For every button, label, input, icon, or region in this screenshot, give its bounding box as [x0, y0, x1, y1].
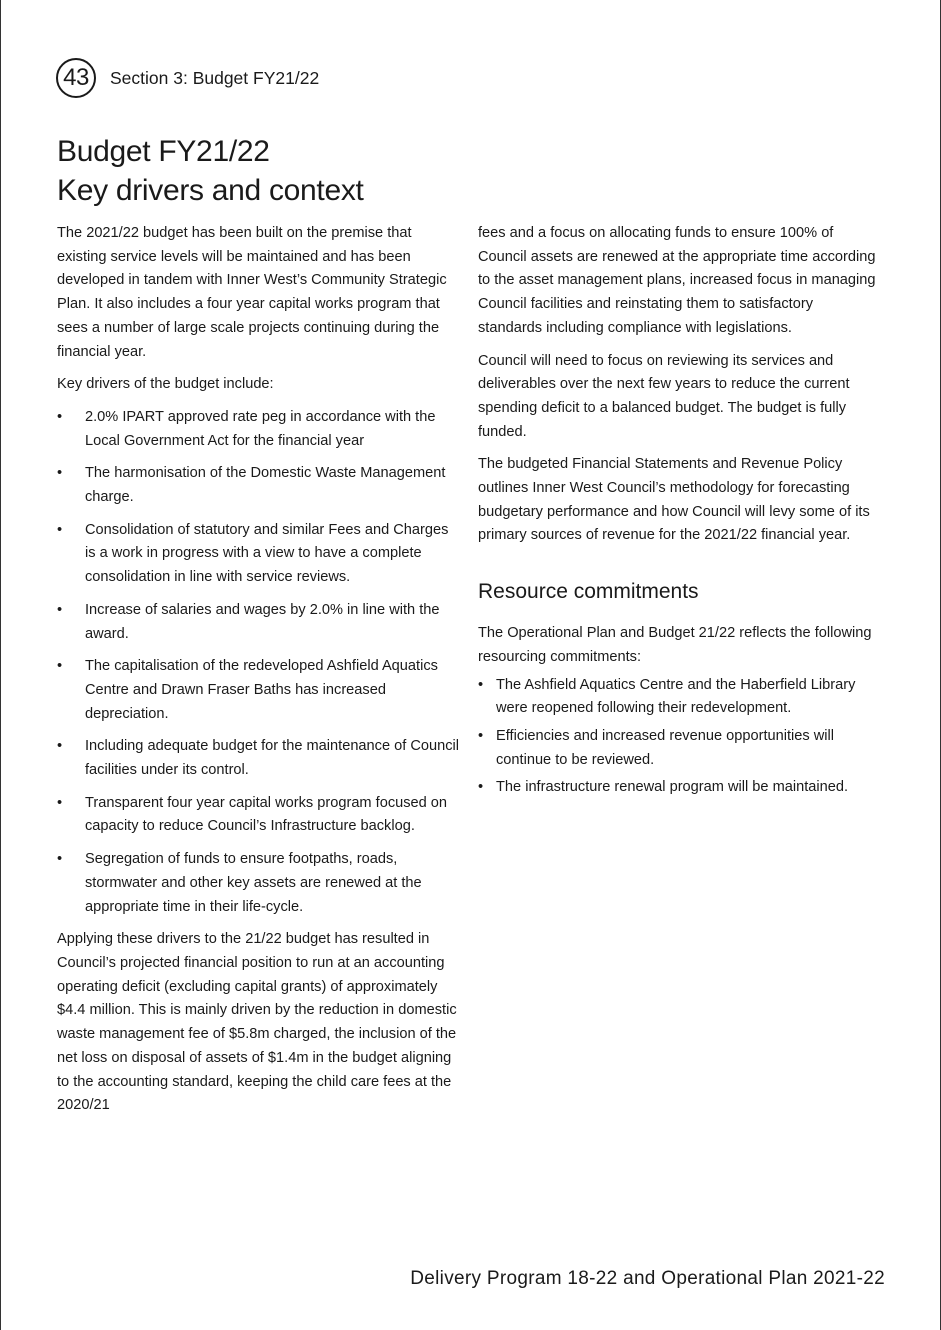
- bullet-icon: •: [57, 851, 63, 868]
- list-item-text: 2.0% IPART approved rate peg in accordance with the Local Government Act for the financial year: [85, 408, 436, 449]
- bullet-icon: •: [57, 601, 63, 618]
- list-item-text: Consolidation of statutory and similar Fees and Charges is a work in progress with a view to have a complete consolidation in line with service reviews.: [85, 521, 449, 586]
- list-item: [57, 599, 462, 646]
- bullet-icon: •: [57, 521, 63, 538]
- bullet-icon: •: [478, 779, 484, 796]
- resource-commitments-heading: Resource commitments: [478, 580, 699, 604]
- drivers-list: [57, 406, 462, 919]
- bullet-icon: •: [57, 794, 63, 811]
- list-item: [478, 725, 878, 772]
- list-item: [57, 735, 462, 782]
- bullet-icon: •: [57, 465, 63, 482]
- page-number-badge: 43: [56, 58, 96, 98]
- continuation-paragraph: fees and a focus on allocating funds to ensure 100% of Council assets are renewed at the appropriate time according to the asset management plans, increased focus in managing Council facilities and reinstating them to satisfactory standards including compliance with legislations.: [478, 225, 876, 336]
- page-header: [56, 56, 319, 100]
- resource-intro: The Operational Plan and Budget 21/22 reflects the following resourcing commitments:: [478, 625, 872, 665]
- page-title-line-1: Budget FY21/22: [57, 135, 270, 168]
- commitments-list: [478, 674, 878, 801]
- list-item: [57, 848, 462, 919]
- bullet-icon: •: [57, 408, 63, 425]
- section-label: Section 3: Budget FY21/22: [110, 67, 320, 88]
- list-item: [57, 792, 462, 839]
- bullet-icon: •: [478, 727, 484, 744]
- list-item: [57, 462, 462, 509]
- list-item-text: Efficiencies and increased revenue opportunities will continue to be reviewed.: [496, 727, 835, 768]
- list-item-text: Transparent four year capital works program focused on capacity to reduce Council’s Infrastructure backlog.: [85, 794, 448, 835]
- statements-paragraph: The budgeted Financial Statements and Revenue Policy outlines Inner West Council’s methodology for forecasting budgetary performance and how Council will levy some of its primary sources of revenue for the 2021/22 financial year.: [478, 456, 870, 544]
- list-item-text: The infrastructure renewal program will be maintained.: [496, 779, 849, 796]
- page-edge-left: [0, 0, 1, 1330]
- page-title: [57, 132, 364, 210]
- list-item: [478, 674, 878, 721]
- page-title-line-2: Key drivers and context: [57, 174, 364, 207]
- closing-paragraph: Applying these drivers to the 21/22 budget has resulted in Council’s projected financial position to run at an accounting operating deficit (excluding capital grants) of approximately $4.4 million. This is mainly driven by the reduction in domestic waste management fee of $5.8m charged, the inclusion of the net loss on disposal of assets of $1.4m in the budget aligning to the accounting standard, keeping the child care fees at the 2020/21: [57, 931, 457, 1114]
- list-item-text: Segregation of funds to ensure footpaths, roads, stormwater and other key assets are renewed at the appropriate time in their life-cycle.: [85, 851, 422, 915]
- list-item-text: The harmonisation of the Domestic Waste Management charge.: [85, 465, 446, 506]
- list-item-text: The capitalisation of the redeveloped Ashfield Aquatics Centre and Drawn Fraser Baths has increased depreciation.: [85, 658, 438, 722]
- services-paragraph: Council will need to focus on reviewing its services and deliverables over the next few years to reduce the current spending deficit to a balanced budget. The budget is fully funded.: [478, 352, 850, 440]
- list-item: [57, 519, 462, 590]
- list-item-text: Including adequate budget for the maintenance of Council facilities under its control.: [85, 738, 460, 779]
- intro-paragraph: The 2021/22 budget has been built on the premise that existing service levels will be maintained and has been developed in tandem with Inner West’s Community Strategic Plan. It also includes a four year capital works program that sees a number of large scale projects continuing during the financial year.: [57, 225, 447, 360]
- left-column: [57, 222, 462, 1127]
- bullet-icon: •: [57, 738, 63, 755]
- page-footer: Delivery Program 18-22 and Operational Plan 2021-22: [410, 1268, 885, 1289]
- list-item: [57, 655, 462, 726]
- list-item-text: The Ashfield Aquatics Centre and the Haberfield Library were reopened following their redevelopment.: [496, 676, 856, 717]
- bullet-icon: •: [478, 676, 484, 693]
- right-column: [478, 222, 878, 804]
- list-item: [57, 406, 462, 453]
- drivers-lead: Key drivers of the budget include:: [57, 376, 274, 393]
- list-item-text: Increase of salaries and wages by 2.0% in line with the award.: [85, 601, 440, 642]
- bullet-icon: •: [57, 658, 63, 675]
- list-item: [478, 776, 878, 800]
